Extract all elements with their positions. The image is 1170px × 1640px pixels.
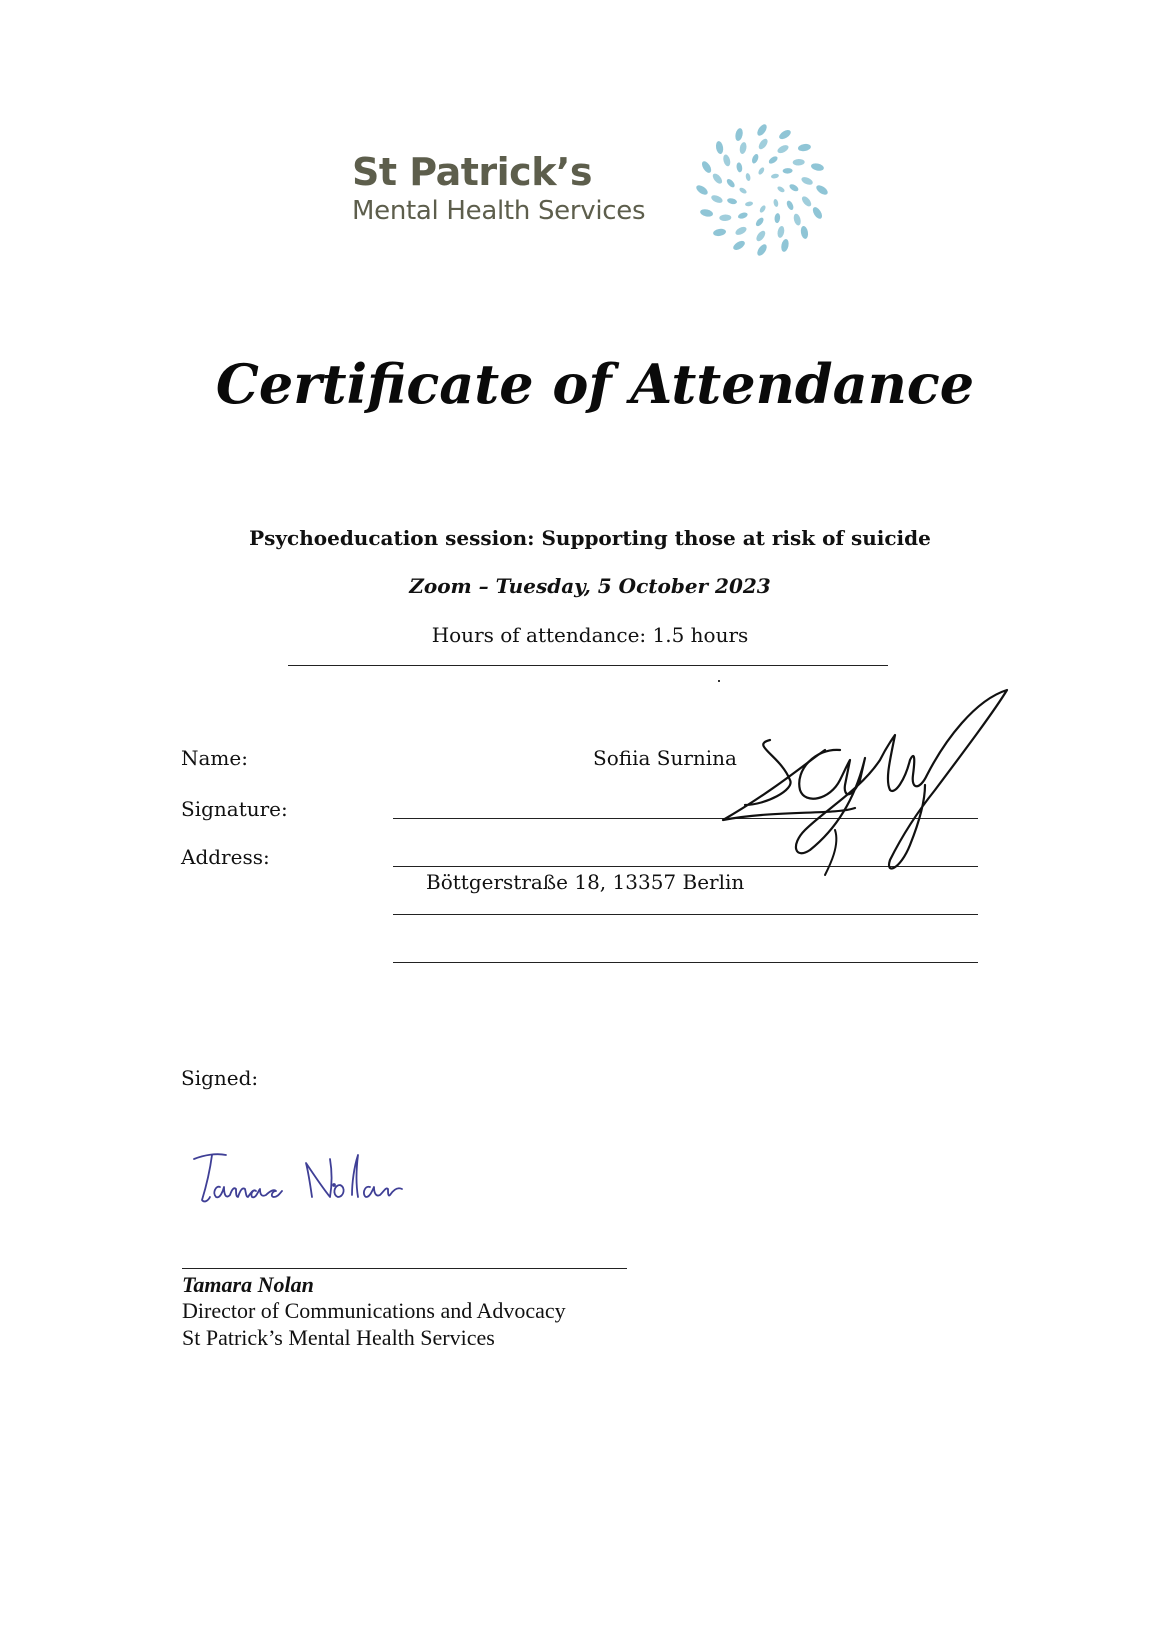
signer-organization: St Patrick’s Mental Health Services <box>182 1325 495 1350</box>
address-line-3 <box>393 962 978 963</box>
signed-label: Signed: <box>181 1066 259 1090</box>
name-value: Sofiia Surnina <box>593 746 737 770</box>
logo-subtitle: Mental Health Services <box>352 196 646 226</box>
divider <box>288 665 888 666</box>
director-signature <box>190 1145 410 1215</box>
director-signature-line <box>182 1268 627 1269</box>
signer-name: Tamara Nolan <box>182 1272 314 1297</box>
address-value: Böttgerstraße 18, 13357 Berlin <box>426 870 745 894</box>
signature-label: Signature: <box>181 797 288 821</box>
address-line-2 <box>393 914 978 915</box>
logo-title: St Patrick’s <box>352 150 593 194</box>
session-title: Psychoeducation session: Supporting those at risk of suicide <box>249 526 931 550</box>
address-label: Address: <box>181 845 270 869</box>
location-date: Zoom – Tuesday, 5 October 2023 <box>409 574 771 598</box>
hours-of-attendance: Hours of attendance: 1.5 hours <box>431 623 749 647</box>
signer-role: Director of Communications and Advocacy <box>182 1298 566 1323</box>
name-label: Name: <box>181 746 248 770</box>
attendee-signature <box>715 680 1015 880</box>
flower-icon <box>692 120 832 260</box>
certificate-title: Certificate of Attendance <box>215 352 975 416</box>
